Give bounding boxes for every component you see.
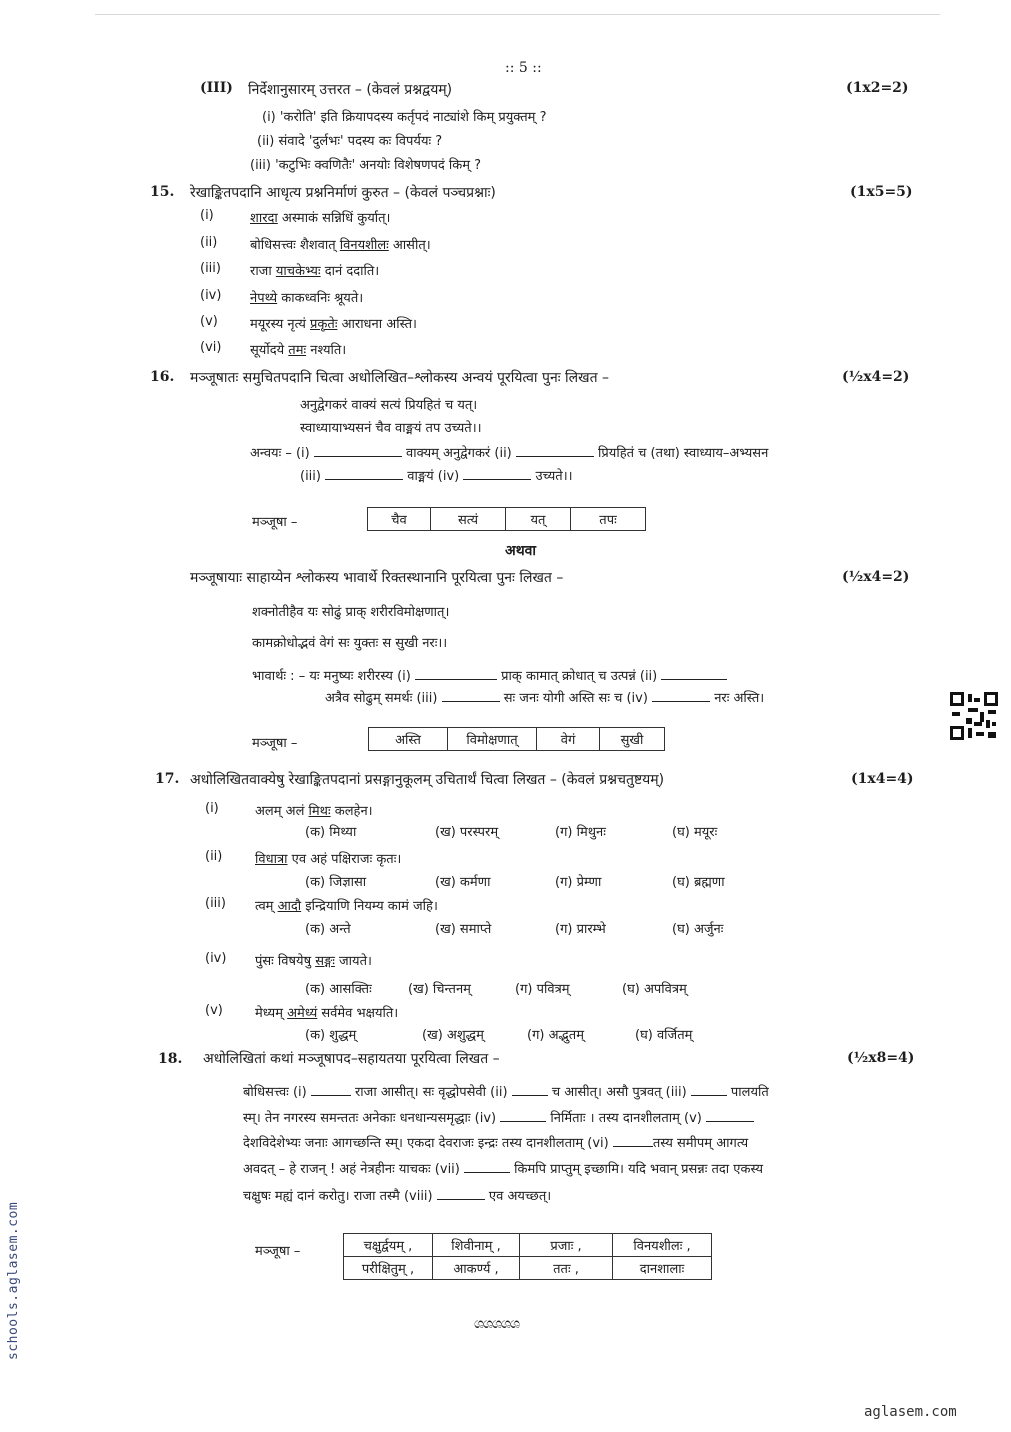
q16-manjusha-box	[367, 507, 646, 531]
text-post: काकध्वनिः श्रूयते।	[277, 291, 364, 306]
blank-line	[442, 689, 500, 702]
q17-item-3-option-4: (घ) अर्जुनः	[672, 922, 724, 937]
underlined-word: अमेध्यं	[287, 1006, 318, 1021]
story-text: राजा आसीत्। सः वृद्धोपसेवी (ii)	[354, 1085, 508, 1100]
q17-item-1-option-4: (घ) मयूरः	[672, 825, 718, 840]
underlined-word: तमः	[288, 343, 307, 358]
bhavartha-text: प्राक् कामात् क्रोधात् च उत्पन्नं (ii)	[501, 669, 658, 684]
story-text: चक्षुषः मह्यं दानं करोतु। राजा तस्मै (viii)	[243, 1189, 433, 1204]
manjusha-word: तपः	[571, 508, 646, 531]
q16-marks: (½x4=2)	[842, 369, 910, 385]
bhavartha-line-2	[325, 688, 764, 706]
story-text: च आसीत्। असौ पुत्रवत् (iii)	[551, 1085, 687, 1100]
blank-line	[516, 444, 594, 457]
manjusha-word: चक्षुर्द्वयम् ,	[344, 1234, 433, 1257]
text-post: अस्माकं सन्निधिं कुर्यात्।	[277, 211, 391, 226]
q16-alt-manjusha-box	[368, 727, 665, 751]
manjusha-word: सुखी	[600, 728, 665, 751]
blank-line	[415, 667, 497, 680]
story-text: बोधिसत्त्वः (i)	[243, 1085, 307, 1100]
q15-item-2-text	[250, 235, 431, 253]
text-pre: पुंसः विषयेषु	[255, 954, 316, 969]
q17-item-2-text	[255, 849, 401, 867]
page-number: :: 5 ::	[505, 60, 542, 76]
story-text: किमपि प्राप्तुम् इच्छामि। यदि भवान् प्रसन्नः तदा एकस्य	[514, 1162, 764, 1177]
anvaya-text: वाङ्मयं (iv)	[407, 469, 460, 484]
q16-anvaya-line-2	[300, 466, 573, 484]
q17-item-1-option-2: (ख) परस्परम्	[435, 825, 499, 840]
blank-line	[661, 667, 727, 680]
bhavartha-line-1	[252, 666, 727, 684]
q14-iii-label: (III)	[200, 80, 233, 96]
q17-item-5-option-3: (ग) अद्भुतम्	[527, 1028, 584, 1043]
item-label: (iii)	[200, 261, 221, 276]
blank-line	[464, 1160, 510, 1173]
q18-marks: (½x8=4)	[847, 1050, 915, 1066]
q17-item-1-text	[255, 801, 373, 819]
text-post: जायते।	[334, 954, 372, 969]
q17-item-2-option-1: (क) जिज्ञासा	[305, 875, 367, 890]
manjusha-word: ततः ,	[520, 1257, 613, 1280]
q15-heading: रेखाङ्कितपदानि आधृत्य प्रश्ननिर्माणं कुरुत – (केवलं पञ्चप्रश्नाः)	[190, 185, 496, 201]
manjusha-word: दानशालाः	[613, 1257, 712, 1280]
q15-item-4	[200, 288, 221, 303]
bhavartha-text: – यः मनुष्यः शरीरस्य (i)	[298, 669, 411, 684]
q17-item-4-text	[255, 951, 372, 969]
q18-line-1	[243, 1082, 769, 1100]
text-post: आराधना अस्ति।	[337, 317, 417, 332]
blank-line	[311, 1083, 351, 1096]
story-text: स्म्। तेन नगरस्य समन्ततः अनेकाः धनधान्यसमृद्धाः (iv)	[243, 1111, 497, 1126]
bhavartha-text: नरः अस्ति।	[714, 691, 765, 706]
q16-alt-shloka-line-2: कामक्रोधोद्भवं वेगं सः युक्तः स सुखी नरः।।	[252, 636, 448, 651]
manjusha-word: परीक्षितुम् ,	[344, 1257, 433, 1280]
q18-number: 18.	[158, 1051, 183, 1067]
manjusha-word: प्रजाः ,	[520, 1234, 613, 1257]
q17-item-5-label: (v)	[205, 1003, 223, 1018]
q16-alt-marks: (½x4=2)	[842, 569, 910, 585]
story-text: एव अयच्छत्।	[488, 1189, 552, 1204]
q17-item-4-label: (iv)	[205, 951, 227, 966]
q18-manjusha-box	[343, 1233, 712, 1280]
text-post: एव अहं पक्षिराजः कृतः।	[287, 852, 402, 867]
footer-site: aglasem.com	[864, 1404, 957, 1420]
q14-iii-item-1: (i) 'करोति' इति क्रियापदस्य कर्तृपदं नाट्यांशे किम् प्रयुक्तम् ?	[262, 110, 547, 125]
story-text: देशविदेशेभ्यः जनाः आगच्छन्ति स्म्। एकदा देवराजः इन्द्रः तस्य दानशीलताम् (vi)	[243, 1136, 609, 1151]
q17-item-4-option-2: (ख) चिन्तनम्	[408, 982, 471, 997]
blank-line	[325, 467, 403, 480]
text-pre: बोधिसत्त्वः शैशवात्	[250, 238, 340, 253]
manjusha-word: विनयशीलः ,	[613, 1234, 712, 1257]
anvaya-text: उच्यते।।	[535, 469, 573, 484]
item-label: (ii)	[200, 235, 218, 250]
text-pre: मेध्यम्	[255, 1006, 288, 1021]
underlined-word: मिथः	[308, 804, 331, 819]
story-text: अवदत् – हे राजन् ! अहं नेत्रहीनः याचकः (vii)	[243, 1162, 460, 1177]
item-label: (i)	[200, 208, 214, 223]
qr-code-icon	[950, 692, 998, 740]
underlined-word: शारदा	[250, 211, 278, 226]
q17-item-4-option-4: (घ) अपवित्रम्	[622, 982, 687, 997]
q17-item-5-text	[255, 1003, 398, 1021]
q17-item-2-option-4: (घ) ब्रह्मणा	[672, 875, 725, 890]
end-ornament: ශශශශශ	[474, 1316, 520, 1332]
blank-line	[512, 1083, 548, 1096]
bhavartha-text: अत्रैव सोढुम् समर्थः (iii)	[325, 691, 438, 706]
q15-item-1	[200, 208, 214, 223]
anvaya-text: वाक्यम् अनुद्वेगकरं (ii)	[406, 446, 512, 461]
underlined-word: सङ्गः	[315, 954, 335, 969]
blank-line	[500, 1109, 546, 1122]
manjusha-word: अस्ति	[369, 728, 448, 751]
text-post: आसीत्।	[388, 238, 431, 253]
q17-heading: अधोलिखितवाक्येषु रेखाङ्कितपदानां प्रसङ्गानुकूलम् उचितार्थं चित्वा लिखत – (केवलं प्रश्नचतुष्टयम्)	[190, 772, 665, 788]
manjusha-word: शिवीनाम् ,	[433, 1234, 520, 1257]
q17-number: 17.	[155, 771, 180, 787]
story-text: निर्मिताः । तस्य दानशीलताम् (v)	[550, 1111, 702, 1126]
q17-item-2-option-2: (ख) कर्मणा	[435, 875, 491, 890]
side-watermark: schools.aglasem.com	[6, 1201, 21, 1360]
q16-heading: मञ्जूषातः समुचितपदानि चित्वा अधोलिखित–श्लोकस्य अन्वयं पूरयित्वा पुनः लिखत –	[190, 370, 610, 386]
text-pre: त्वम्	[255, 899, 278, 914]
manjusha-word: यत्	[506, 508, 571, 531]
q16-number: 16.	[150, 369, 175, 385]
q14-iii-item-2: (ii) संवादे 'दुर्लभः' पदस्य कः विपर्ययः ?	[257, 134, 443, 149]
q17-item-4-option-1: (क) आसक्तिः	[305, 982, 372, 997]
q17-item-5-option-4: (घ) वर्जितम्	[635, 1028, 693, 1043]
q15-item-1-text	[250, 208, 390, 226]
q15-marks: (1x5=5)	[850, 184, 913, 200]
manjusha-word: सत्यं	[431, 508, 506, 531]
q15-item-6-text	[250, 340, 346, 358]
q17-item-3-label: (iii)	[205, 896, 226, 911]
item-label: (iv)	[200, 288, 222, 303]
anvaya-text: प्रियहितं च (तथा) स्वाध्याय–अभ्यसन	[598, 446, 769, 461]
page-top-rule	[95, 14, 940, 15]
text-pre: राजा	[250, 264, 276, 279]
q17-item-5-option-1: (क) शुद्धम्	[305, 1028, 357, 1043]
q15-item-6	[200, 340, 221, 355]
q17-item-3-option-3: (ग) प्रारम्भे	[555, 922, 606, 937]
anvaya-text: (iii)	[300, 469, 321, 484]
q17-item-1-option-3: (ग) मिथुनः	[555, 825, 606, 840]
blank-line	[437, 1187, 485, 1200]
q18-line-3	[243, 1133, 748, 1151]
q18-heading: अधोलिखितां कथां मञ्जूषापद–सहायतया पूरयित्वा लिखत –	[203, 1051, 500, 1067]
q16-manjusha-label: मञ्जूषा –	[252, 515, 298, 530]
manjusha-word: विमोक्षणात्	[448, 728, 537, 751]
q15-item-5-text	[250, 314, 417, 332]
text-post: इन्द्रियाणि नियम्य कामं जहि।	[301, 899, 438, 914]
q17-item-1-option-1: (क) मिथ्या	[305, 825, 357, 840]
blank-line	[314, 444, 402, 457]
blank-line	[463, 467, 531, 480]
item-label: (vi)	[200, 340, 222, 355]
text-post: दानं ददाति।	[320, 264, 380, 279]
q18-line-2	[243, 1108, 754, 1126]
q16-anvaya-line-1	[250, 443, 768, 461]
q15-item-4-text	[250, 288, 363, 306]
bhavartha-text: सः जनः योगी अस्ति सः च (iv)	[503, 691, 648, 706]
q14-iii-item-3: (iii) 'कटुभिः क्वणितैः' अनयोः विशेषणपदं किम् ?	[250, 158, 482, 173]
q15-item-3-text	[250, 261, 379, 279]
q17-item-1-label: (i)	[205, 801, 219, 816]
q17-marks: (1x4=4)	[851, 771, 914, 787]
q14-iii-heading: निर्देशानुसारम् उत्तरत – (केवलं प्रश्नद्वयम्)	[248, 82, 453, 98]
text-post: सर्वमेव भक्षयति।	[317, 1006, 399, 1021]
blank-line	[706, 1109, 754, 1122]
q16-shloka-line-1: अनुद्वेगकरं वाक्यं सत्यं प्रियहितं च यत्।	[300, 398, 478, 413]
text-pre: अलम् अलं	[255, 804, 309, 819]
blank-line	[613, 1134, 653, 1147]
q17-item-3-text	[255, 896, 438, 914]
text-pre: मयूरस्य नृत्यं	[250, 317, 311, 332]
q16-alt-heading: मञ्जूषायाः साहाय्येन श्लोकस्य भावार्थे रिक्तस्थानानि पूरयित्वा पुनः लिखत –	[190, 570, 564, 586]
q17-item-4-option-3: (ग) पवित्रम्	[515, 982, 570, 997]
q16-alt-manjusha-label: मञ्जूषा –	[252, 736, 298, 751]
text-pre: सूर्योदये	[250, 343, 289, 358]
q17-item-5-option-2: (ख) अशुद्धम्	[422, 1028, 484, 1043]
q18-line-4	[243, 1159, 763, 1177]
athava-heading: अथवा	[505, 543, 537, 559]
q18-manjusha-label: मञ्जूषा –	[255, 1244, 301, 1259]
story-text: पालयति	[730, 1085, 769, 1100]
q16-alt-shloka-line-1: शक्नोतीहैव यः सोढुं प्राक् शरीरविमोक्षणात्।	[252, 605, 450, 620]
q14-iii-marks: (1x2=2)	[846, 80, 909, 96]
bhavartha-label: भावार्थः :	[252, 669, 295, 684]
q18-line-5	[243, 1186, 551, 1204]
manjusha-word: वेगं	[537, 728, 600, 751]
q17-item-3-option-1: (क) अन्ते	[305, 922, 351, 937]
underlined-word: नेपथ्ये	[250, 291, 278, 306]
underlined-word: प्रकृतेः	[310, 317, 338, 332]
q17-item-2-option-3: (ग) प्रेम्णा	[555, 875, 602, 890]
q16-shloka-line-2: स्वाध्यायाभ्यसनं चैव वाङ्मयं तप उच्यते।।	[300, 421, 482, 436]
q15-item-3	[200, 261, 221, 276]
manjusha-word: चैव	[368, 508, 431, 531]
underlined-word: आदौ	[277, 899, 302, 914]
underlined-word: याचकेभ्यः	[275, 264, 321, 279]
item-label: (v)	[200, 314, 218, 329]
underlined-word: विनयशीलः	[339, 238, 389, 253]
q17-item-2-label: (ii)	[205, 849, 223, 864]
q15-item-5	[200, 314, 218, 329]
q15-item-2	[200, 235, 217, 250]
story-text: तस्य समीपम् आगत्य	[652, 1136, 749, 1151]
blank-line	[652, 689, 710, 702]
manjusha-word: आकर्ण्य ,	[433, 1257, 520, 1280]
anvaya-label: अन्वयः – (i)	[250, 446, 310, 461]
blank-line	[691, 1083, 727, 1096]
q17-item-3-option-2: (ख) समाप्ते	[435, 922, 492, 937]
underlined-word: विधात्रा	[255, 852, 288, 867]
text-post: नश्यति।	[306, 343, 347, 358]
q15-number: 15.	[150, 184, 175, 200]
text-post: कलहेन।	[330, 804, 373, 819]
